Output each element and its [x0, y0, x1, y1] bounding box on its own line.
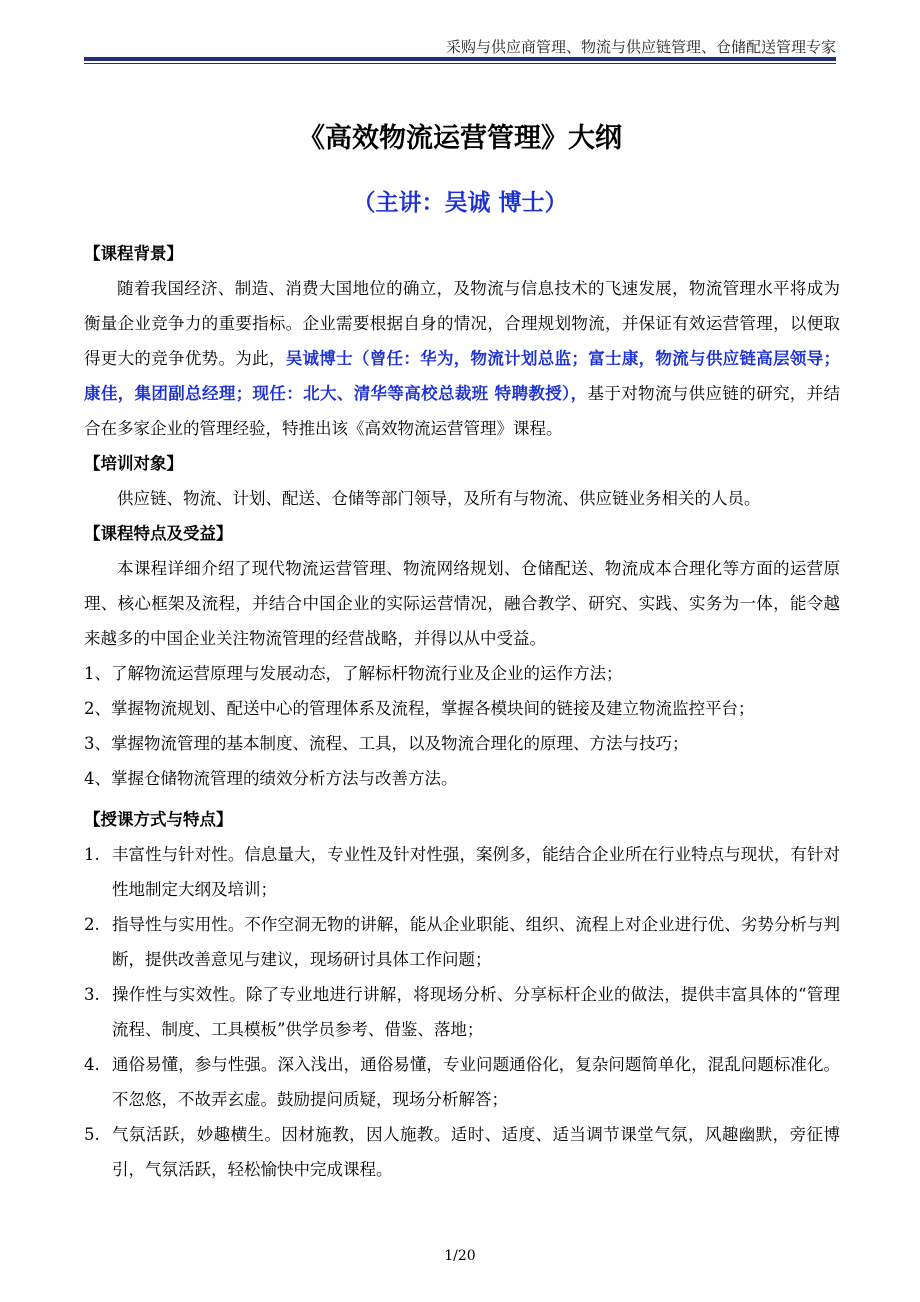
header-rule-thick [84, 57, 836, 61]
header-tagline: 采购与供应商管理、物流与供应链管理、仓储配送管理专家 [445, 38, 836, 56]
method-text: 操作性与实效性。除了专业地进行讲解，将现场分析、分享标杆企业的做法，提供丰富具体的“管理流程、制度、工具模板”供学员参考、借鉴、落地； [112, 985, 840, 1039]
document-title: 《高效物流运营管理》大纲 [298, 123, 622, 154]
method-item [84, 1117, 840, 1187]
method-item [84, 977, 840, 1047]
benefits-intro: 本课程详细介绍了现代物流运营管理、物流网络规划、仓储配送、物流成本合理化等方面的运营原理、核心框架及流程，并结合中国企业的实际运营情况，融合教学、研究、实践、实务为一体，能令越来越多的中国企业关注物流管理的经营战略，并得以从中受益。 [84, 559, 840, 648]
method-text: 指导性与实用性。不作空洞无物的讲解，能从企业职能、组织、流程上对企业进行优、劣势分析与判断，提供改善意见与建议，现场研讨具体工作问题； [112, 915, 840, 969]
benefit-item: 3、掌握物流管理的基本制度、流程、工具，以及物流合理化的原理、方法与技巧； [84, 734, 689, 753]
benefit-item: 1、了解物流运营原理与发展动态，了解标杆物流行业及企业的运作方法； [84, 664, 623, 683]
document-subtitle: （主讲：吴诚 博士） [352, 190, 568, 216]
background-text-after: 基于对物流与供应链的研究，并结合在多家企业的管理经验，特推出该《高效物流运营管理》课程。 [84, 384, 841, 438]
header-rule-thin [84, 63, 836, 64]
method-item [84, 837, 840, 907]
method-item [84, 907, 840, 977]
method-number: 5. [84, 1125, 100, 1144]
benefits-heading: 【课程特点及受益】 [84, 524, 233, 543]
benefit-item: 4、掌握仓储物流管理的绩效分析方法与改善方法。 [84, 769, 458, 788]
background-text-before: 随着我国经济、制造、消费大国地位的确立，及物流与信息技术的飞速发展，物流管理水平将成为衡量企业竞争力的重要指标。企业需要根据自身的情况，合理规划物流，并保证有效运营管理，以便取得更大的竞争优势。为此， [84, 279, 840, 368]
method-number: 3. [84, 985, 100, 1004]
audience-paragraph: 供应链、物流、计划、配送、仓储等部门领导，及所有与物流、供应链业务相关的人员。 [117, 489, 761, 508]
benefit-item: 2、掌握物流规划、配送中心的管理体系及流程，掌握各模块间的链接及建立物流监控平台； [84, 699, 755, 718]
method-number: 2. [84, 915, 100, 934]
methods-list [84, 837, 840, 1187]
method-item [84, 1047, 840, 1117]
background-heading: 【课程背景】 [84, 244, 183, 263]
method-number: 4. [84, 1055, 100, 1074]
audience-heading: 【培训对象】 [84, 454, 183, 473]
methods-heading: 【授课方式与特点】 [84, 810, 233, 829]
method-text: 通俗易懂，参与性强。深入浅出，通俗易懂，专业问题通俗化，复杂问题简单化，混乱问题标准化。不忽悠，不故弄玄虚。鼓励提问质疑，现场分析解答； [112, 1055, 840, 1109]
method-number: 1. [84, 845, 100, 864]
document-body [84, 236, 840, 1187]
page-number: 1/20 [444, 1248, 476, 1264]
method-text: 气氛活跃，妙趣横生。因材施教，因人施教。适时、适度、适当调节课堂气氛，风趣幽默，旁征博引，气氛活跃，轻松愉快中完成课程。 [112, 1125, 840, 1179]
method-text: 丰富性与针对性。信息量大，专业性及针对性强，案例多，能结合企业所在行业特点与现状，有针对性地制定大纲及培训； [112, 845, 840, 899]
background-paragraph [84, 271, 840, 446]
background-instructor-highlight: 吴诚博士（曾任：华为，物流计划总监；富士康，物流与供应链高层领导；康佳，集团副总经理；现任：北大、清华等高校总裁班 特聘教授）， [84, 349, 841, 403]
